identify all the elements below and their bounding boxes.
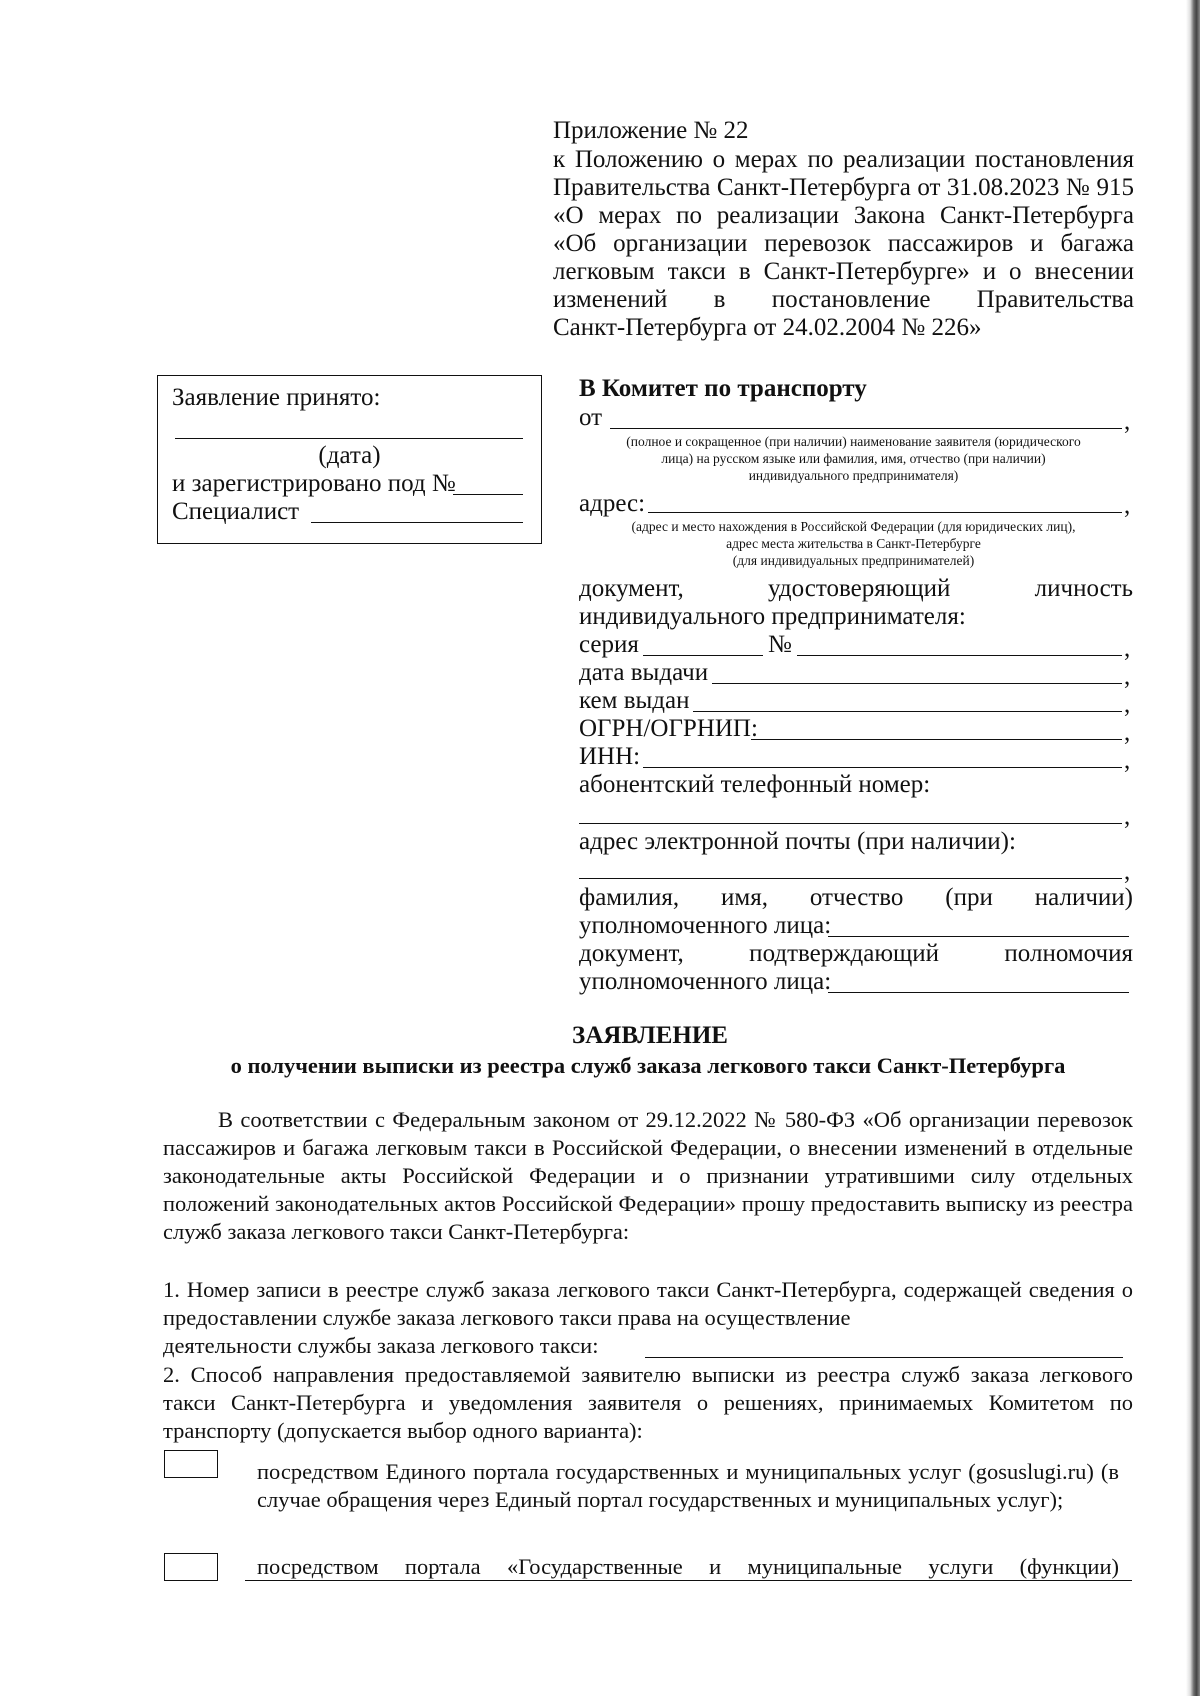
option-spb-portal-text: посредством портала «Государственные и муниципальные услуги (функции) — [257, 1554, 1119, 1579]
appendix-line: изменений в постановление Правительства — [553, 286, 1134, 313]
option-spb-portal-checkbox[interactable] — [164, 1553, 218, 1581]
appendix-line: к Положению о мерах по реализации постановления — [553, 146, 1134, 173]
accepted-label: Заявление принято: — [172, 384, 381, 411]
number-label: № — [768, 631, 792, 658]
email-input-line[interactable] — [579, 878, 1122, 879]
series-input-line[interactable] — [643, 655, 763, 656]
date-line[interactable] — [175, 438, 523, 439]
representative-doc-label: документ, подтверждающий полномочия — [579, 940, 1133, 967]
item-2-text: 2. Способ направления предоставляемой заявителю выписки из реестра служб заказа легкового такси Санкт-Петербурга и уведомления заявителя о решениях, принимаемых Комитетом по транспорту (допускается выбор одного варианта): — [163, 1362, 1133, 1443]
from-hint: индивидуального предпринимателя) — [748, 468, 959, 483]
appendix-line: легковым такси в Санкт-Петербурге» и о внесении — [553, 258, 1134, 285]
appendix-line: Правительства Санкт-Петербурга от 31.08.2023 № 915 — [553, 174, 1134, 201]
representative-doc-label-2: уполномоченного лица: — [579, 968, 832, 995]
representative-name-label: фамилия, имя, отчество (при наличии) — [579, 884, 1133, 911]
addressee-to: В Комитет по транспорту — [579, 375, 867, 402]
appendix-title: Приложение № 22 — [553, 117, 749, 144]
comma: , — [1124, 691, 1131, 718]
appendix-line: «О мерах по реализации Закона Санкт-Петербурга — [553, 202, 1134, 229]
appendix-text — [553, 146, 1134, 342]
series-label: серия — [579, 631, 639, 658]
comma: , — [1124, 719, 1131, 746]
comma: , — [1124, 408, 1131, 435]
main-paragraph: В соответствии с Федеральным законом от 29.12.2022 № 580-ФЗ «Об организации перевозок пассажиров и багажа легковым такси в Российской Федерации, о внесении изменений в отдельные законодательные акты Российской Федерации и о признании утратившими силу отдельных положений законодательных актов Российской Федерации» прошу предоставить выписку из реестра служб заказа легкового такси Санкт-Петербурга: — [163, 1107, 1133, 1244]
representative-name-label-2: уполномоченного лица: — [579, 912, 832, 939]
comma: , — [1124, 858, 1131, 885]
from-label: от — [579, 404, 603, 431]
id-document-label-2: индивидуального предпринимателя: — [579, 603, 966, 630]
inn-label: ИНН: — [579, 743, 641, 770]
comma: , — [1124, 747, 1131, 774]
from-hint: лица) на русском языке или фамилия, имя, отчество (при наличии) — [661, 451, 1046, 466]
document-title: ЗАЯВЛЕНИЕ — [572, 1022, 728, 1049]
appendix-line: Санкт-Петербурга от 24.02.2004 № 226» — [553, 314, 982, 341]
address-hint: (для индивидуальных предпринимателей) — [732, 553, 975, 568]
comma: , — [1124, 492, 1131, 519]
registered-label: и зарегистрировано под № — [172, 470, 456, 497]
address-input-line[interactable] — [648, 512, 1122, 513]
representative-name-input-line[interactable] — [828, 936, 1129, 937]
phone-input-line[interactable] — [579, 823, 1122, 824]
from-hint: (полное и сокращенное (при наличии) наименование заявителя (юридического — [626, 434, 1081, 449]
address-hint: адрес места жительства в Санкт-Петербурге — [726, 536, 981, 551]
address-label: адрес: — [579, 490, 646, 517]
receipt-box — [157, 375, 542, 544]
comma: , — [1124, 635, 1131, 662]
document-subtitle: о получении выписки из реестра служб заказа легкового такси Санкт-Петербурга — [230, 1053, 1066, 1078]
from-input-line[interactable] — [610, 428, 1122, 429]
comma: , — [1124, 663, 1131, 690]
issued-by-input-line[interactable] — [693, 711, 1122, 712]
number-input-line[interactable] — [797, 655, 1122, 656]
option-gosuslugi-text: посредством Единого портала государственных и муниципальных услуг (gosuslugi.ru) (в случае обращения через Единый портал государственных и муниципальных услуг); — [257, 1459, 1119, 1512]
issued-by-label: кем выдан — [579, 687, 690, 714]
appendix-line: «Об организации перевозок пассажиров и багажа — [553, 230, 1134, 257]
registration-number-line[interactable] — [453, 494, 523, 495]
phone-label: абонентский телефонный номер: — [579, 771, 931, 798]
address-hint: (адрес и место нахождения в Российской Федерации (для юридических лиц), — [631, 519, 1076, 534]
issue-date-input-line[interactable] — [712, 683, 1122, 684]
issue-date-label: дата выдачи — [579, 659, 709, 686]
date-caption: (дата) — [318, 442, 381, 469]
option-gosuslugi-checkbox[interactable] — [164, 1450, 218, 1478]
email-label: адрес электронной почты (при наличии): — [579, 828, 1016, 855]
inn-input-line[interactable] — [643, 767, 1122, 768]
comma: , — [1124, 803, 1131, 830]
item-1-text: 1. Номер записи в реестре служб заказа легкового такси Санкт-Петербурга, содержащей сведения о предоставлении службе заказа легкового такси права на осуществление — [163, 1277, 1133, 1330]
option-2-underline — [245, 1580, 1132, 1581]
scan-edge-shadow — [1186, 0, 1200, 1696]
specialist-label: Специалист — [172, 498, 300, 525]
ogrn-input-line[interactable] — [751, 739, 1122, 740]
representative-doc-input-line[interactable] — [828, 992, 1129, 993]
ogrn-label: ОГРН/ОГРНИП: — [579, 715, 758, 742]
id-document-label: документ, удостоверяющий личность — [579, 575, 1133, 602]
item-1-last-line: деятельности службы заказа легкового такси: — [163, 1333, 599, 1358]
record-number-input-line[interactable] — [645, 1357, 1123, 1358]
specialist-line[interactable] — [311, 522, 523, 523]
